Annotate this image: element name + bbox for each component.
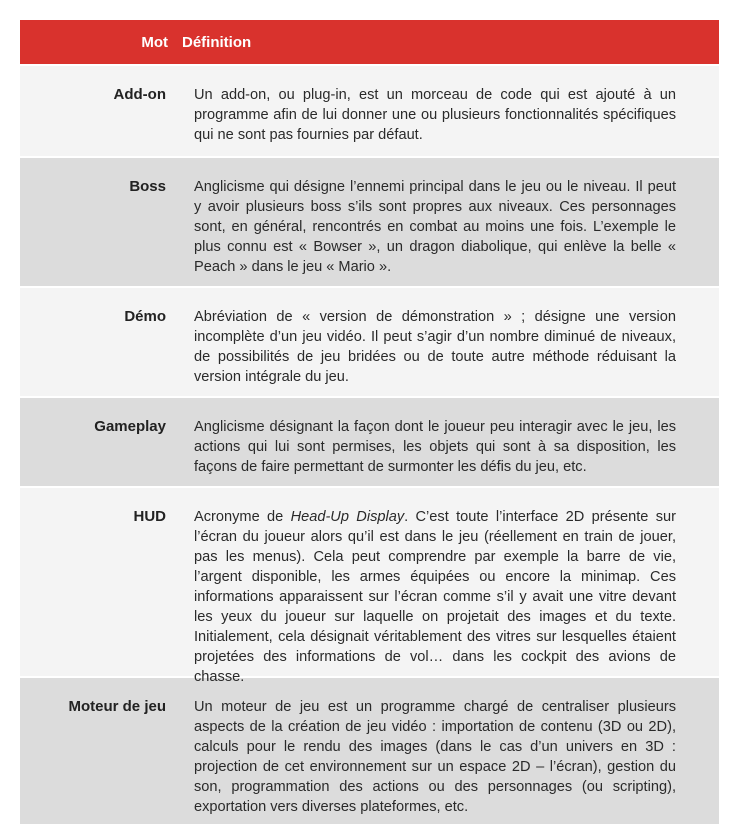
definition-boss: Anglicisme qui désigne l’ennemi principal dans le jeu ou le niveau. Il peut y avoir plusieurs boss s’ils sont propres aux niveaux. Ces personnages sont, en général, rencontrés en combat au moins une fois. L’exemple le plus connu est « Bowser », un dragon diabolique, qui enlève la belle « Peach » dans le jeu « Mario ». [194, 179, 676, 275]
definition-hud-emphasis: Head-Up Display [290, 509, 405, 525]
table-header [20, 20, 719, 64]
definition-moteur-de-jeu: Un moteur de jeu est un programme chargé de centraliser plusieurs aspects de la création de jeu vidéo : importation de contenu (3D ou 2D), calculs pour le rendu des images (dans le cas d’un univers en 3D : projection de cet environnement sur un espace 2D – l’écran), gestion du son, programmation des actions ou des personnages (ou scripting), exportation vers diverses plateformes, etc. [194, 699, 676, 815]
definition-add-on: Un add-on, ou plug-in, est un morceau de code qui est ajouté à un programme afin de lui donner une ou plusieurs fonctionnalités spécifiques qui ne sont pas fournies par défaut. [194, 87, 676, 143]
term-moteur-de-jeu: Moteur de jeu [68, 698, 166, 715]
table-row [20, 66, 719, 156]
definition-demo: Abréviation de « version de démonstration » ; désigne une version incomplète d’un jeu vidéo. Il peut s’agir d’un nombre diminué de niveaux, de possibilités de jeu bridées ou de toute autre méthode réduisant la version intégrale du jeu. [194, 309, 676, 385]
table-row [20, 488, 719, 685]
term-demo: Démo [124, 308, 166, 325]
table-row [20, 398, 719, 486]
header-definition: Définition [182, 33, 252, 51]
table-row [20, 678, 719, 824]
term-add-on: Add-on [113, 86, 166, 103]
header-word: Mot [141, 33, 168, 51]
term-hud: HUD [133, 508, 166, 525]
table-row [20, 158, 719, 286]
definition-hud-body: . C’est toute l’interface 2D présente sur l’écran du joueur alors qu’il est dans le jeu (réellement en train de jouer, pas les menus). Cela peut comprendre par exemple la barre de vie, l’argent disponible, les armes équipées ou encore la minimap. Ces informations apparaissent sur l’écran comme s’il y avait une vitre devant les yeux du joueur sur laquelle on projetait des images et du texte. Initialement, cela désignait véritablement des vitres sur lesquelles étaient projetées des informations de vol… dans les cockpit des avions de chasse. [194, 509, 676, 685]
term-boss: Boss [129, 178, 166, 195]
definition-gameplay: Anglicisme désignant la façon dont le joueur peu interagir avec le jeu, les actions qui lui sont permises, les objets qui sont à sa disposition, les façons de faire permettant de surmonter les défis du jeu, etc. [194, 419, 676, 475]
definition-hud-prefix: Acronyme de [194, 509, 291, 525]
definition-hud [180, 507, 676, 687]
glossary-table [20, 20, 719, 824]
table-row [20, 288, 719, 396]
term-gameplay: Gameplay [94, 418, 166, 435]
